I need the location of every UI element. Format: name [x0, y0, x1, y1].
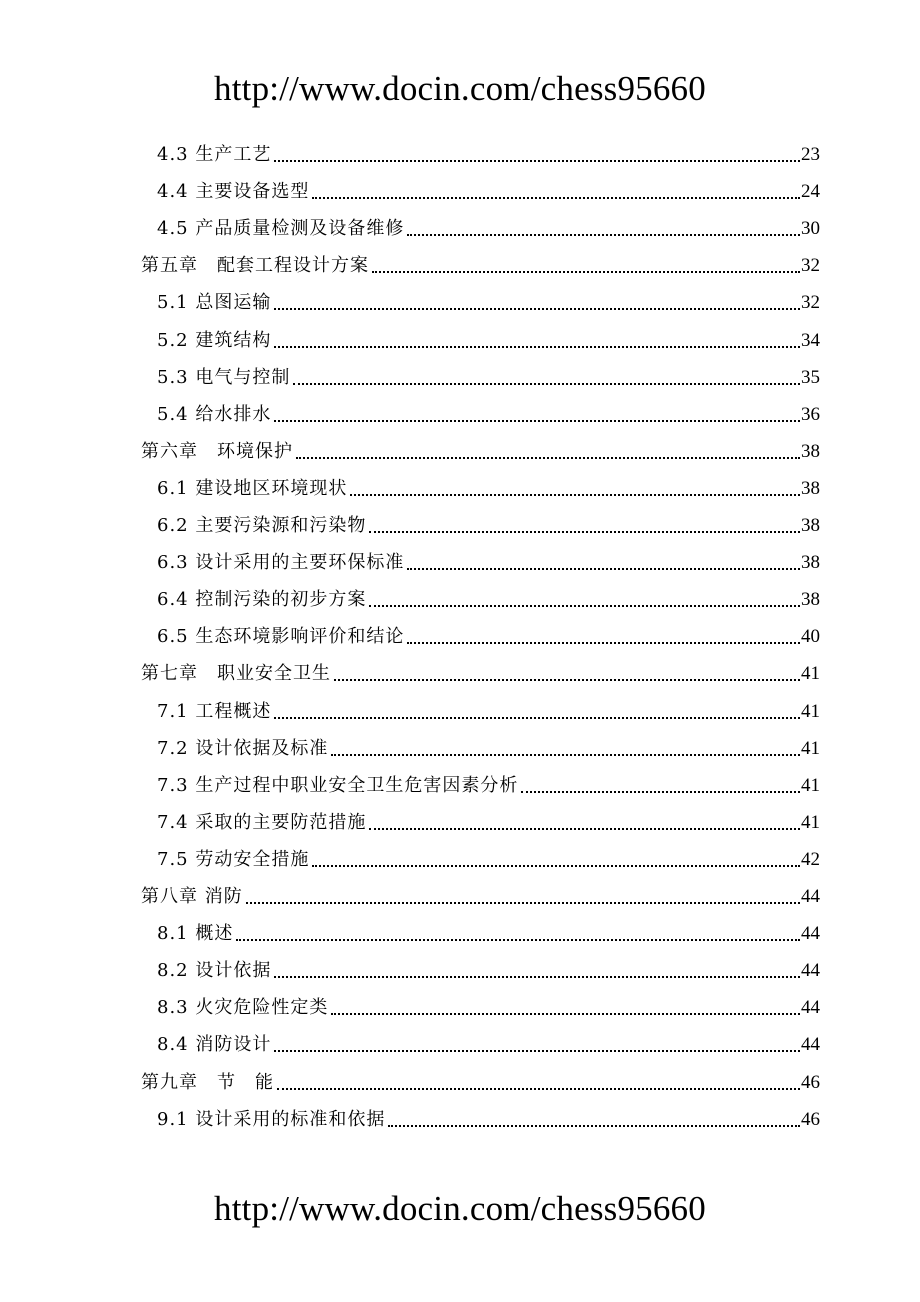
- toc-entry-label: 7.3 生产过程中职业安全卫生危害因素分析: [157, 774, 519, 796]
- toc-entry-page-number: 41: [801, 774, 820, 796]
- toc-entry-label: 7.1 工程概述: [157, 700, 272, 722]
- toc-dot-leader: [370, 247, 800, 284]
- toc-dot-leader: [294, 433, 800, 470]
- toc-section-entry[interactable]: [157, 693, 820, 730]
- toc-dot-leader: [367, 581, 800, 618]
- toc-entry-page-number: 23: [801, 144, 820, 165]
- toc-section-entry[interactable]: [157, 1026, 820, 1063]
- toc-entry-label: 5.3 电气与控制: [157, 366, 291, 388]
- toc-entry-label: 第九章 节 能: [141, 1071, 274, 1093]
- toc-entry-page-number: 36: [801, 403, 820, 425]
- toc-dot-leader: [310, 173, 800, 210]
- toc-section-entry[interactable]: [157, 359, 820, 396]
- toc-section-entry[interactable]: [157, 730, 820, 767]
- toc-dot-leader: [332, 655, 800, 692]
- toc-entry-page-number: 44: [801, 960, 820, 982]
- toc-dot-leader: [329, 989, 800, 1026]
- toc-entry-label: 6.2 主要污染源和污染物: [157, 515, 367, 536]
- toc-dot-leader: [348, 470, 800, 507]
- toc-section-entry[interactable]: [157, 322, 820, 359]
- toc-entry-page-number: 42: [801, 848, 820, 870]
- toc-entry-label: 第八章 消防: [141, 886, 243, 907]
- toc-entry-page-number: 24: [801, 181, 820, 203]
- toc-section-entry[interactable]: [157, 618, 820, 655]
- toc-section-entry[interactable]: [157, 173, 820, 210]
- toc-chapter-entry[interactable]: [141, 878, 820, 915]
- toc-entry-label: 7.2 设计依据及标准: [157, 737, 329, 759]
- toc-entry-label: 4.4 主要设备选型: [157, 181, 310, 203]
- toc-section-entry[interactable]: [157, 396, 820, 433]
- toc-section-entry[interactable]: [157, 952, 820, 989]
- toc-dot-leader: [405, 544, 800, 581]
- toc-entry-label: 8.1 概述: [157, 923, 234, 945]
- toc-entry-page-number: 44: [801, 1034, 820, 1056]
- toc-entry-label: 第五章 配套工程设计方案: [141, 255, 369, 277]
- toc-entry-page-number: 44: [801, 923, 820, 945]
- toc-section-entry[interactable]: [157, 284, 820, 321]
- toc-dot-leader: [272, 693, 800, 730]
- toc-dot-leader: [272, 1026, 800, 1063]
- toc-entry-page-number: 40: [801, 626, 820, 648]
- toc-entry-page-number: 30: [801, 218, 820, 240]
- toc-entry-page-number: 38: [801, 515, 820, 536]
- toc-entry-label: 6.1 建设地区环境现状: [157, 477, 348, 499]
- toc-entry-label: 第六章 环境保护: [141, 440, 293, 462]
- toc-dot-leader: [272, 396, 800, 433]
- toc-entry-page-number: 41: [801, 737, 820, 759]
- toc-entry-page-number: 38: [801, 589, 820, 611]
- toc-entry-label: 6.4 控制污染的初步方案: [157, 589, 367, 611]
- toc-section-entry[interactable]: [157, 581, 820, 618]
- toc-chapter-entry[interactable]: [141, 655, 820, 692]
- toc-entry-page-number: 41: [801, 811, 820, 833]
- toc-chapter-entry[interactable]: [141, 1064, 820, 1101]
- toc-entry-page-number: 38: [801, 440, 820, 462]
- toc-dot-leader: [272, 322, 800, 359]
- toc-dot-leader: [519, 767, 800, 804]
- toc-chapter-entry[interactable]: [141, 247, 820, 284]
- toc-entry-label: 8.4 消防设计: [157, 1034, 272, 1056]
- toc-chapter-entry[interactable]: [141, 433, 820, 470]
- toc-entry-page-number: 46: [801, 1071, 820, 1093]
- toc-entry-page-number: 46: [801, 1108, 820, 1130]
- toc-entry-page-number: 32: [801, 292, 820, 314]
- toc-section-entry[interactable]: [157, 1101, 820, 1138]
- toc-entry-label: 4.3 生产工艺: [157, 144, 272, 165]
- toc-dot-leader: [386, 1101, 800, 1138]
- toc-dot-leader: [291, 359, 800, 396]
- toc-entry-label: 6.3 设计采用的主要环保标准: [157, 552, 405, 574]
- toc-dot-leader: [329, 730, 800, 767]
- toc-dot-leader: [244, 878, 800, 915]
- toc-entry-label: 8.3 火灾危险性定类: [157, 997, 329, 1019]
- toc-entry-page-number: 38: [801, 552, 820, 574]
- toc-entry-label: 5.4 给水排水: [157, 403, 272, 425]
- toc-dot-leader: [310, 841, 800, 878]
- toc-section-entry[interactable]: [157, 841, 820, 878]
- toc-section-entry[interactable]: [157, 136, 820, 173]
- header-url: http://www.docin.com/chess95660: [214, 69, 706, 108]
- toc-dot-leader: [405, 210, 800, 247]
- toc-section-entry[interactable]: [157, 544, 820, 581]
- toc-section-entry[interactable]: [157, 804, 820, 841]
- toc-entry-label: 8.2 设计依据: [157, 960, 272, 982]
- toc-section-entry[interactable]: [157, 210, 820, 247]
- toc-dot-leader: [234, 915, 800, 952]
- toc-dot-leader: [272, 952, 800, 989]
- toc-entry-page-number: 38: [801, 477, 820, 499]
- toc-entry-label: 第七章 职业安全卫生: [141, 663, 331, 685]
- toc-section-entry[interactable]: [157, 507, 820, 544]
- toc-dot-leader: [275, 1064, 800, 1101]
- toc-dot-leader: [272, 136, 800, 173]
- toc-entry-label: 5.1 总图运输: [157, 292, 272, 314]
- toc-entry-label: 5.2 建筑结构: [157, 329, 272, 351]
- toc-entry-page-number: 41: [801, 700, 820, 722]
- toc-dot-leader: [367, 804, 800, 841]
- toc-section-entry[interactable]: [157, 470, 820, 507]
- toc-entry-page-number: 34: [801, 329, 820, 351]
- toc-entry-page-number: 44: [801, 886, 820, 907]
- toc-section-entry[interactable]: [157, 915, 820, 952]
- toc-entry-label: 7.5 劳动安全措施: [157, 848, 310, 870]
- toc-section-entry[interactable]: [157, 989, 820, 1026]
- toc-entry-label: 7.4 采取的主要防范措施: [157, 811, 367, 833]
- toc-dot-leader: [367, 507, 800, 544]
- toc-entry-label: 6.5 生态环境影响评价和结论: [157, 626, 405, 648]
- toc-entry-label: 9.1 设计采用的标准和依据: [157, 1108, 386, 1130]
- toc-entry-page-number: 44: [801, 997, 820, 1019]
- toc-entry-page-number: 32: [801, 255, 820, 277]
- toc-entry-page-number: 41: [801, 663, 820, 685]
- toc-dot-leader: [272, 284, 800, 321]
- footer-url: http://www.docin.com/chess95660: [214, 1189, 706, 1228]
- toc-entry-label: 4.5 产品质量检测及设备维修: [157, 218, 405, 240]
- toc-dot-leader: [405, 618, 800, 655]
- toc-section-entry[interactable]: [157, 767, 820, 804]
- toc-entry-page-number: 35: [801, 366, 820, 388]
